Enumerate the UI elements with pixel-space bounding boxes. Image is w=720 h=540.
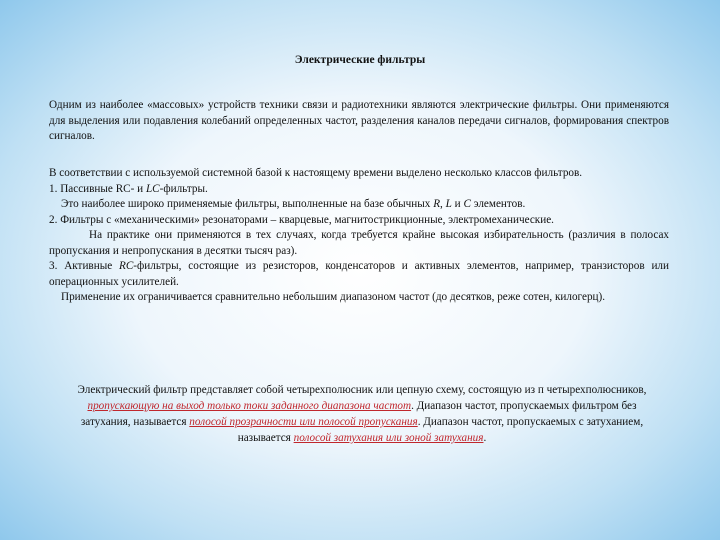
- definition-highlight-3: полосой затухания или зоной затухания: [293, 432, 484, 444]
- class-1-heading-end: -фильтры.: [159, 182, 208, 195]
- class-3-heading: [49, 259, 669, 290]
- definition-text-3: . Диапазон частот, пропускаемых с затуханием, называется: [237, 416, 644, 444]
- definition-text-1: Электрический фильтр представляет собой четырехполюсник или цепную схему, состоящую из п четырехполюсников,: [77, 384, 647, 396]
- definition-highlight-2: полосой прозрачности или полосой пропускания: [189, 416, 418, 428]
- class-2-description: На практике они применяются в тех случаях, когда требуется крайне высокая избирательность (различия в полосах пропускания и непропускания в десятки тысяч раз).: [49, 229, 669, 257]
- class-1-r: R: [433, 198, 441, 210]
- class-1-comma: ,: [440, 198, 446, 210]
- class-3-heading-end: -фильтры, состоящие из резисторов, конденсаторов и активных элементов, например, транзисторов или операционных усилителей.: [49, 260, 669, 288]
- class-3-description: Применение их ограничивается сравнительно небольшим диапазоном частот (до десятков, реже сотен, килогерц).: [61, 291, 606, 303]
- class-2-heading: 2. Фильтры с «механическими» резонаторами – кварцевые, магнитострикционные, электромеханические.: [49, 213, 554, 226]
- class-1-c: C: [463, 198, 471, 210]
- definition-paragraph: [62, 382, 662, 446]
- classes-lead: В соответствии с используемой системной базой к настоящему времени выделено несколько классов фильтров.: [49, 167, 583, 179]
- class-1-lc: LC: [145, 182, 160, 195]
- class-1-description: [49, 197, 669, 213]
- class-1-and: и: [451, 198, 464, 210]
- definition-text-4: .: [483, 432, 487, 444]
- definition-text-2: . Диапазон частот, пропускаемых фильтром без затухания, называется: [80, 400, 637, 428]
- class-1-heading: [49, 182, 669, 198]
- class-1-desc-text: Это наиболее широко применяемые фильтры, выполненные на базе обычных: [61, 198, 434, 210]
- intro-paragraph: Одним из наиболее «массовых» устройств техники связи и радиотехники являются электрические фильтры. Они применяются для выделения или подавления колебаний определенных частот, разделения каналов передачи сигналов, формирования спектров сигналов.: [49, 99, 669, 142]
- page-title: Электрические фильтры: [294, 54, 426, 66]
- class-1-desc-end: элементов.: [470, 198, 526, 210]
- definition-highlight-1: пропускающую на выход только токи заданного диапазона частот: [87, 400, 412, 412]
- class-1-heading-text: 1. Пассивные RC- и: [49, 182, 146, 195]
- filter-classes-section: [49, 166, 669, 306]
- class-3-heading-text: 3. Активные: [49, 260, 119, 272]
- class-3-rc: RC: [118, 260, 134, 272]
- class-1-l: L: [445, 198, 452, 210]
